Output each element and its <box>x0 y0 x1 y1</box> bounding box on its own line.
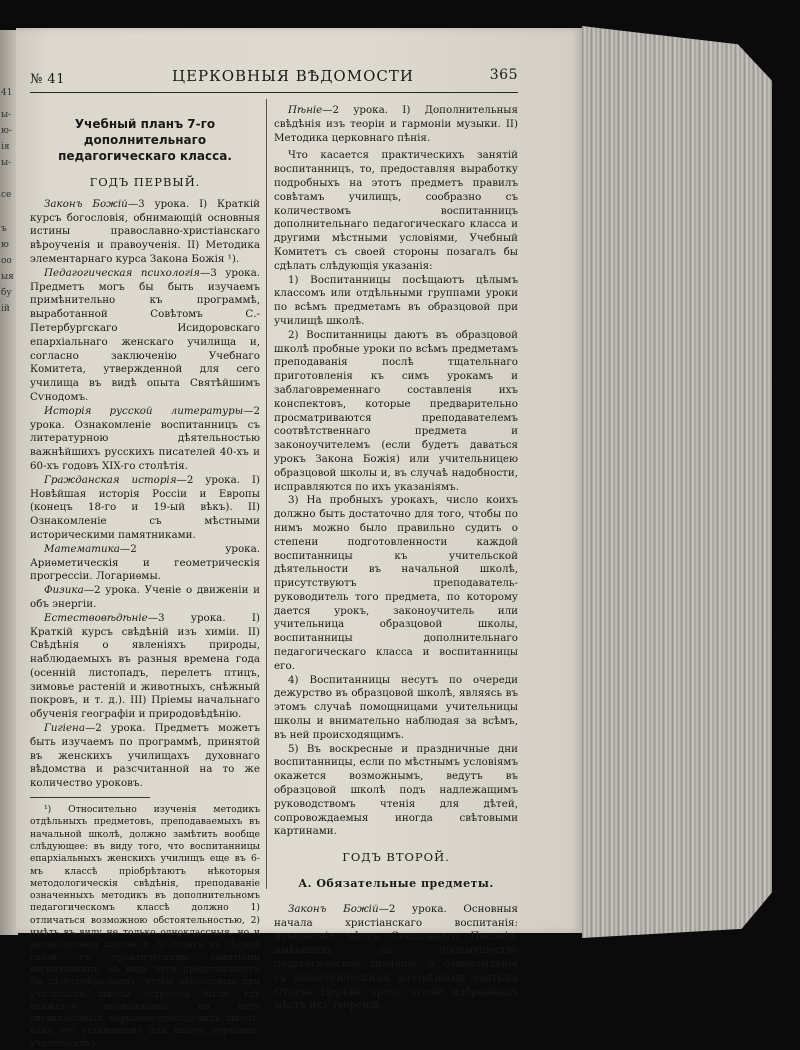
subject-text: —2 урока. Основныя начала христіанскаго воспитанія: изъясненіе мѣстъ Священнаго Писанія, имѣющихъ по преимуществу педагогическое значеніе, и ознакомленіе съ педагогическими воззрѣніями святыхъ Отцевъ Церкви чрезъ чтеніе избранныхъ мѣстъ ихъ твореній. <box>274 902 518 1012</box>
margin-fragment: се <box>1 190 12 200</box>
subject-text: —2 урока. Ариѳметическія и геометрическія прогрессіи. Логариѳмы. <box>30 542 260 583</box>
margin-fragment: бу <box>1 288 12 298</box>
margin-fragment: оо <box>1 256 12 266</box>
subject-name: Законъ Божій <box>44 197 128 210</box>
body-paragraph: 2) Воспитанницы даютъ въ образцовой школѣ пробные уроки по всѣмъ предметамъ преподаванія послѣ тщательнаго приготовленія къ симъ урокамъ и заблаговременнаго составленія ихъ конспектовъ, которые предварительно просматриваются преподавателемъ соотвѣтственнаго предмета и законоучителемъ (если будетъ даваться урокъ Закона Божія) или учительницею образцовой школы и, въ случаѣ надобности, исправляются по ихъ указаніямъ. <box>274 328 518 493</box>
body-paragraph: 5) Въ воскресные и праздничные дни воспитанницы, если по мѣстнымъ условіямъ окажется возможнымъ, ведутъ въ образцовой школѣ подъ надлежащимъ руководствомъ чтенія для дѣтей, сопровождаемыя иногда свѣтовыми картинами. <box>274 742 518 838</box>
body-paragraph: 1) Воспитанницы посѣщаютъ цѣлымъ классомъ или отдѣльными группами уроки по всѣмъ предметамъ въ образцовой при училищѣ школѣ. <box>274 273 518 327</box>
body-paragraph: 3) На пробныхъ урокахъ, число коихъ должно быть достаточно для того, чтобы по нимъ можно было правильно судить о степени подготовленности каждой воспитанницы къ учительской дѣятельности въ начальной школѣ, присутствуютъ преподаватель-руководитель того предмета, по которому дается урокъ, законоучитель или учительница образцовой школы, воспитанницы дополнительнаго педагогическаго класса и воспитанницы его. <box>274 494 518 672</box>
margin-fragment: ы- <box>1 158 12 168</box>
subject-text: —2 урока. Ознакомленіе воспитанницъ съ литературною дѣятельностью важнѣйшихъ русскихъ писателей 40-хъ и 60-хъ годовъ XIX-го столѣтія. <box>30 404 260 472</box>
footnote: ¹) Относительно изученія методикъ отдѣльныхъ предметовъ, преподаваемыхъ въ начальной школѣ, должно замѣтить вообще слѣдующее: въ виду того, что воспитанницы епархіальныхъ женскихъ училищъ еще въ 6-мъ классѣ пріобрѣтаютъ нѣкоторыя методологическія свѣдѣнія, преподаваніе означенныхъ методикъ въ дополнительномъ педагогическомъ классѣ должно 1) отличаться возможною обстоятельностью, 2) имѣть въ виду не только одноклассныя, но и двухклассныя школы и 3) стоять въ тѣсной связи съ практическими занятіями воспитанницъ, въ виду чего представляется бы цѣлесообразнымъ, чтобы образцовыя при училищахъ школы устроены были, гдѣ окажется возможнымъ, по типу двухклассныхъ церковно-приходскихъ школъ, какъ это установлено для школъ церковно-учительскихъ. <box>30 804 260 1049</box>
margin-fragment: ю- <box>1 126 12 136</box>
subject-name: Законъ Божій <box>288 902 379 915</box>
header-rule <box>30 92 518 93</box>
margin-fragment: ыя <box>1 272 14 282</box>
subject-text: —2 урока. I) Дополнительныя свѣдѣнія изъ теоріи и гармоніи музыки. II) Методика церковнаго пѣнія. <box>274 104 518 144</box>
subject-text: —3 урока. I) Краткій курсъ свѣдѣній изъ химіи. II) Свѣдѣнія о явленіяхъ природы, наблюдаемыхъ въ разныя времена года (осенній листопадъ, перелетъ птицъ, зимовье растеній и животныхъ, снѣжный покровъ, и т. д.). III) Пріемы начальнаго обученія географіи и природовѣдѣнію. <box>30 611 260 721</box>
subject-text: —3 урока. I) Краткій курсъ богословія, обнимающій основныя истины православно-христіанскаго вѣроученія и правоученія. II) Методика элементарнаго курса Закона Божія ¹). <box>30 197 261 265</box>
subject-paragraph <box>30 267 260 405</box>
section-title: А. Обязательные предметы. <box>298 877 494 891</box>
year-two-title: ГОДЪ ВТОРОЙ. <box>342 850 450 865</box>
subject-paragraph <box>30 722 260 791</box>
margin-fragment: ія <box>1 142 10 152</box>
subject-name: Гражданская исторія <box>44 473 177 486</box>
journal-title: ЦЕРКОВНЫЯ ВѢДОМОСТИ <box>172 67 414 85</box>
subject-name: Пѣніе <box>288 104 323 116</box>
subject-name: Педагогическая психологія <box>44 266 200 279</box>
body-paragraph: Что касается практическихъ занятій воспитанницъ, то, предоставляя выработку подробныхъ на этотъ предметъ правилъ совѣтамъ училищъ, сообразно съ количествомъ воспитанницъ дополнительнаго педагогическаго класса и другими мѣстными условіями, Учебный Комитетъ съ своей стороны позагалъ бы сдѣлать слѣдующія указанія: <box>274 149 518 272</box>
subject-paragraph <box>30 584 260 612</box>
margin-fragment: ы- <box>1 110 12 120</box>
subject-paragraph <box>30 474 260 543</box>
subject-paragraph <box>30 543 260 584</box>
body-paragraph: 4) Воспитанницы несутъ по очереди дежурство въ образцовой школѣ, являясь въ этомъ случаѣ помощницами учительницы школы и внимательно наблюдая за всѣмъ, въ ней происходящимъ. <box>274 673 518 741</box>
running-header <box>30 67 518 89</box>
subject-paragraph <box>274 903 518 1013</box>
subject-text: —2 урока. Предметъ можетъ быть изучаемъ по программѣ, принятой въ женскихъ училищахъ духовнаго вѣдомства и разсчитанной на то же количество уроковъ. <box>30 722 260 790</box>
footnote-rule <box>30 797 150 798</box>
subject-name: Естествовѣдѣніе <box>44 611 148 624</box>
subject-paragraph <box>30 405 260 474</box>
subject-name: Математика <box>44 542 120 555</box>
subject-name: Исторія русской литературы <box>44 404 244 417</box>
subject-text: —3 урока. Предметъ могъ бы быть изучаемъ примѣнительно къ программѣ, выработанной Совѣтомъ С.-Петербургскаго Исидоровскаго епархіальнаго женскаго училища и, согласно заключенію Учебнаго Комитета, утвержденной для сего училища въ видѣ опыта Святѣйшимъ Сѵнодомъ. <box>30 266 260 403</box>
subject-text: —2 урока. I) Новѣйшая исторія Россіи и Европы (конецъ 18-го и 19-ый вѣкъ). II) Ознакомленіе съ мѣстными историческими памятниками. <box>30 473 260 541</box>
year-one-title: ГОДЪ ПЕРВЫЙ. <box>89 175 201 189</box>
subject-text: —2 урока. Ученіе о движеніи и объ энергіи. <box>30 584 260 610</box>
subject-paragraph <box>274 104 518 145</box>
margin-fragment: 41 <box>1 88 13 98</box>
subject-name: Гигіена <box>44 722 85 735</box>
subject-paragraph <box>30 198 260 267</box>
subject-name: Физика <box>44 584 84 597</box>
right-column <box>274 104 518 1013</box>
margin-fragment: ій <box>1 304 10 314</box>
page-edges <box>582 26 772 938</box>
issue-number: № 41 <box>30 72 65 87</box>
page-number: 365 <box>489 67 518 83</box>
margin-fragment: ю <box>1 240 9 250</box>
subject-paragraph <box>30 612 260 722</box>
left-column <box>30 116 260 1050</box>
column-divider <box>266 99 267 889</box>
plan-heading: Учебный планъ 7-го дополнительнаго педагогическаго класса. <box>58 117 232 163</box>
margin-fragment: ъ <box>1 224 7 234</box>
